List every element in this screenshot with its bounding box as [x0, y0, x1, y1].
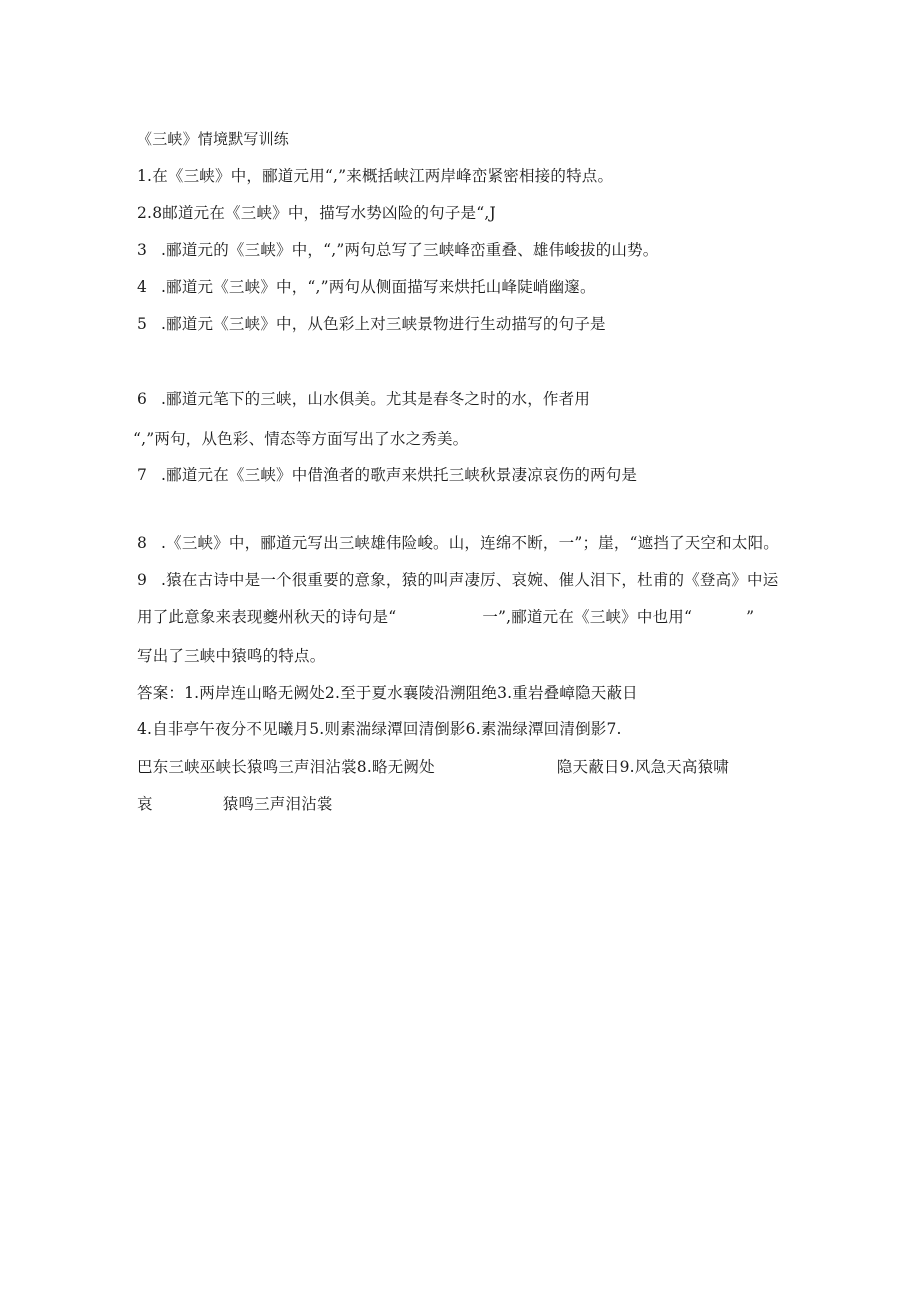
question-5-number: 5	[137, 315, 148, 333]
question-8	[137, 533, 779, 553]
question-8-text: .《三峡》中，郦道元写出三峡雄伟险峻。山，连绵不断，一”；崖，“遮挡了天空和太阳。	[161, 534, 779, 552]
question-9-continuation	[137, 607, 754, 627]
question-1: 1.在《三峡》中，郦道元用“,”来概括峡江两岸峰峦紧密相接的特点。	[137, 167, 614, 185]
question-9-number: 9	[137, 571, 148, 589]
answers-line-1: 答案：1.两岸连山略无阙处2.至于夏水襄陵沿溯阻绝3.重岩叠嶂隐天蔽日	[137, 684, 638, 702]
question-3	[137, 240, 659, 260]
question-6-number: 6	[137, 390, 148, 408]
question-7-number: 7	[137, 466, 148, 484]
question-6-continuation: “,”两句，从色彩、情态等方面写出了水之秀美。	[133, 430, 469, 448]
question-9-ending: 写出了三峡中猿鸣的特点。	[137, 647, 326, 665]
question-2: 2.8邮道元在《三峡》中，描写水势凶险的句子是“,J	[137, 204, 496, 222]
question-6	[137, 389, 590, 409]
question-9-part-3: ”	[746, 608, 755, 626]
question-9-text: .猿在古诗中是一个很重要的意象，猿的叫声凄厉、哀婉、催人泪下，杜甫的《登高》中运	[161, 571, 779, 589]
question-5-text: .郦道元《三峡》中，从色彩上对三峡景物进行生动描写的句子是	[161, 315, 606, 333]
question-4	[137, 277, 596, 297]
document-title: 《三峡》情境默写训练	[137, 130, 290, 148]
question-7	[137, 465, 637, 485]
question-9-part-2: 一”,郦道元在《三峡》中也用“	[482, 608, 693, 626]
question-4-text: .郦道元《三峡》中，“,”两句从侧面描写来烘托山峰陡峭幽邃。	[161, 278, 596, 296]
question-9-part-1: 用了此意象来表现夔州秋天的诗句是“	[137, 608, 397, 626]
question-8-number: 8	[137, 534, 148, 552]
question-4-number: 4	[137, 278, 148, 296]
answers-line-3-part-2: 隐天蔽日9.风急天高猿啸	[556, 758, 729, 776]
answers-line-2: 4.自非亭午夜分不见曦月5.则素湍绿潭回清倒影6.素湍绿潭回清倒影7.	[137, 720, 622, 738]
question-3-text: .郦道元的《三峡》中，“,”两句总写了三峡峰峦重叠、雄伟峻拔的山势。	[161, 241, 659, 259]
answers-line-4-part-2: 猿鸣三声泪沾裳	[222, 795, 333, 813]
answers-line-3	[137, 757, 729, 777]
answers-line-4	[137, 794, 333, 814]
question-7-text: .郦道元在《三峡》中借渔者的歌声来烘托三峡秋景凄凉哀伤的两句是	[161, 466, 638, 484]
question-5	[137, 314, 606, 334]
answers-line-3-part-1: 巴东三峡巫峡长猿鸣三声泪沾裳8.略无阙处	[137, 758, 435, 776]
question-3-number: 3	[137, 241, 148, 259]
question-9	[137, 570, 778, 590]
question-6-text: .郦道元笔下的三峡，山水俱美。尤其是春冬之时的水，作者用	[161, 390, 591, 408]
answers-line-4-part-1: 哀	[137, 795, 153, 813]
